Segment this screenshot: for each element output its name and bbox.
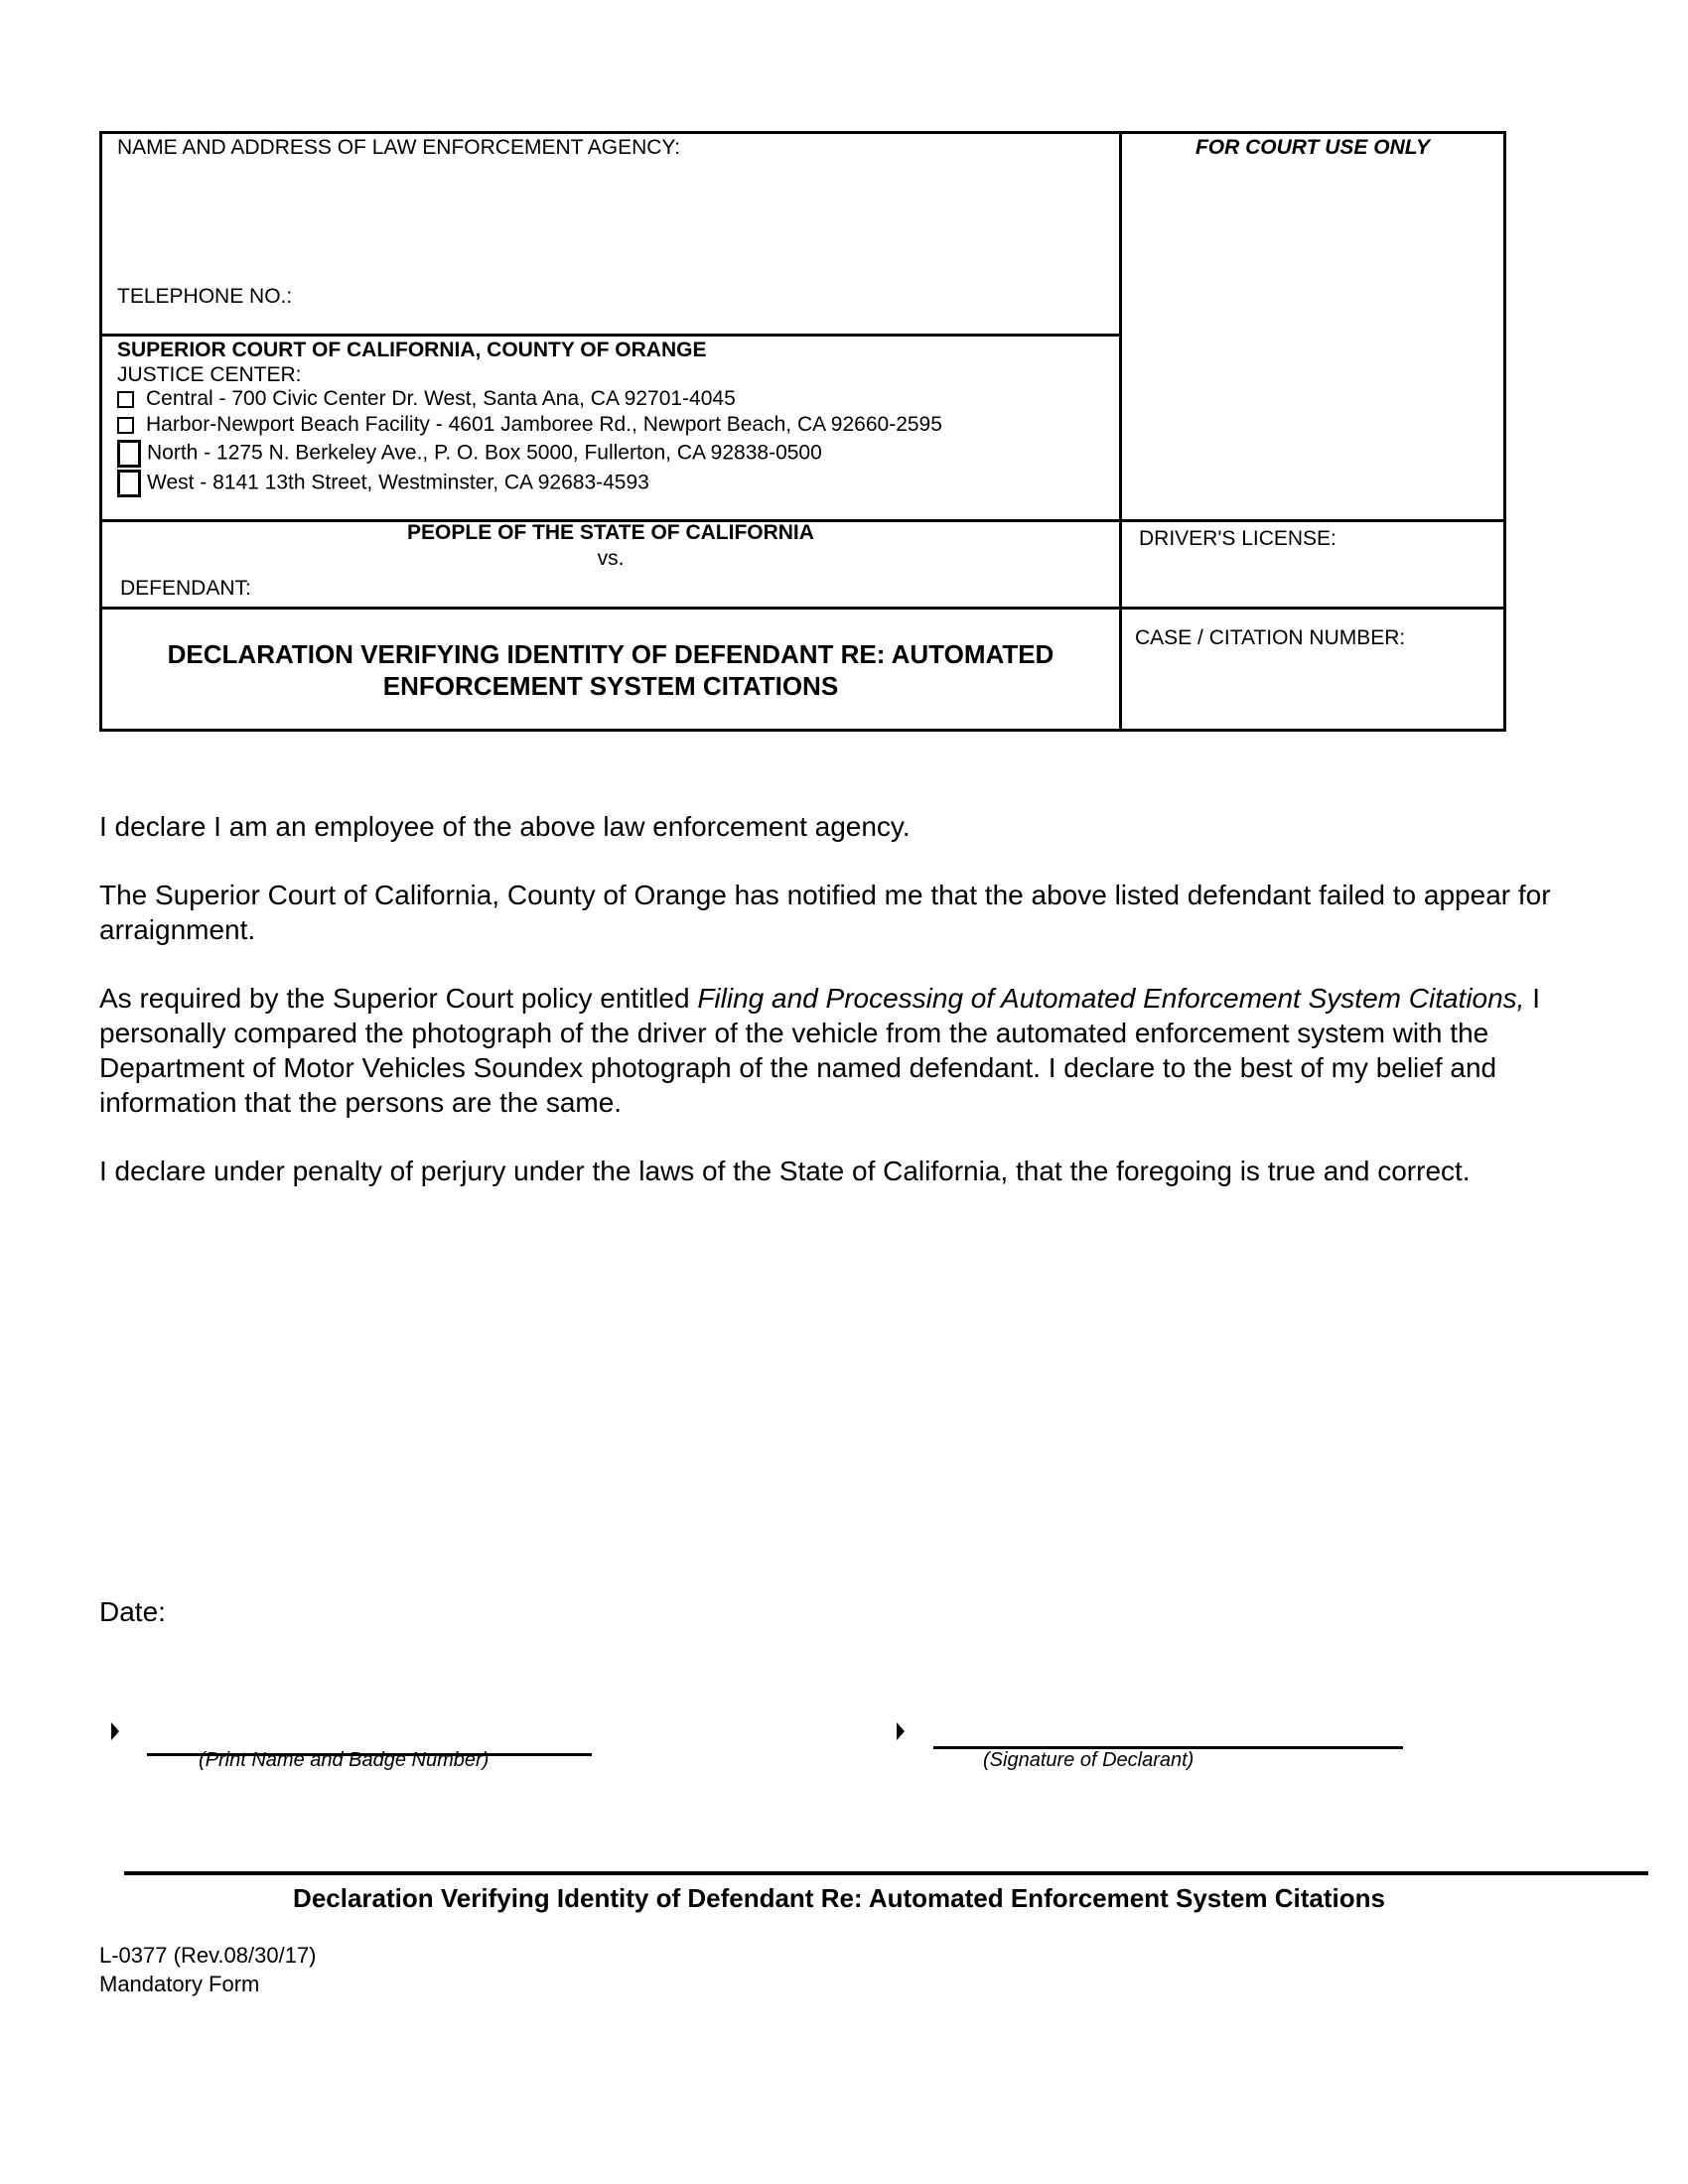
checkbox[interactable]	[117, 440, 141, 468]
row-divider	[102, 334, 1122, 337]
footer-title: Declaration Verifying Identity of Defendant Re: Automated Enforcement System Citations	[293, 1883, 1385, 1913]
column-divider	[1119, 134, 1122, 729]
date-label: Date:	[99, 1596, 166, 1627]
paragraph: I declare under penalty of perjury under the laws of the State of California, that the foregoing is true and correct.	[99, 1156, 1471, 1186]
checkbox[interactable]	[117, 470, 141, 497]
court-use-only-label: FOR COURT USE ONLY	[1195, 136, 1431, 159]
footer-rule	[124, 1871, 1648, 1875]
people-label: PEOPLE OF THE STATE OF CALIFORNIA	[407, 521, 814, 544]
case-number-label: CASE / CITATION NUMBER:	[1135, 626, 1406, 649]
arrow-icon	[897, 1722, 905, 1740]
justice-center-option-harbor[interactable]: Harbor-Newport Beach Facility - 4601 Jamboree Rd., Newport Beach, CA 92660-2595	[117, 413, 942, 437]
justice-center-label: JUSTICE CENTER:	[117, 363, 302, 386]
justice-center-option-central[interactable]: Central - 700 Civic Center Dr. West, Santa Ana, CA 92701-4045	[117, 387, 736, 411]
paragraph: The Superior Court of California, County of Orange has notified me that the above listed defendant failed to appear for arraignment.	[99, 880, 1551, 945]
print-name-caption: (Print Name and Badge Number)	[199, 1749, 490, 1771]
form-number: L-0377 (Rev.08/30/17)	[99, 1943, 317, 1968]
drivers-license-label: DRIVER'S LICENSE:	[1139, 527, 1336, 550]
agency-label: NAME AND ADDRESS OF LAW ENFORCEMENT AGENCY:	[117, 136, 681, 159]
checkbox[interactable]	[117, 391, 134, 408]
vs-label: vs.	[597, 547, 625, 570]
checkbox[interactable]	[117, 417, 134, 434]
row-divider	[102, 607, 1503, 610]
paragraph: I declare I am an employee of the above law enforcement agency.	[99, 811, 911, 842]
form-type: Mandatory Form	[99, 1972, 260, 1996]
defendant-label: DEFENDANT:	[120, 577, 251, 600]
telephone-label: TELEPHONE NO.:	[117, 285, 293, 308]
justice-center-option-west[interactable]: West - 8141 13th Street, Westminster, CA 92683-4593	[117, 470, 649, 497]
form-title: DECLARATION VERIFYING IDENTITY OF DEFENDANT RE: AUTOMATED ENFORCEMENT SYSTEM CITATIONS	[167, 639, 1055, 701]
arrow-icon	[111, 1722, 119, 1740]
signature-caption: (Signature of Declarant)	[983, 1749, 1195, 1771]
justice-center-option-north[interactable]: North - 1275 N. Berkeley Ave., P. O. Box 5000, Fullerton, CA 92838-0500	[117, 440, 822, 468]
form-info	[99, 1941, 317, 1998]
paragraph: As required by the Superior Court policy entitled Filing and Processing of Automated Enforcement System Citations, I personally compared the photograph of the driver of the vehicle from the automated enforcement system with the Department of Motor Vehicles Soundex photograph of the named defendant. I declare to the best of my belief and information that the persons are the same.	[99, 983, 1541, 1118]
court-name: SUPERIOR COURT OF CALIFORNIA, COUNTY OF ORANGE	[117, 339, 707, 361]
declaration-body	[99, 809, 1569, 1188]
caption-table	[99, 131, 1506, 732]
